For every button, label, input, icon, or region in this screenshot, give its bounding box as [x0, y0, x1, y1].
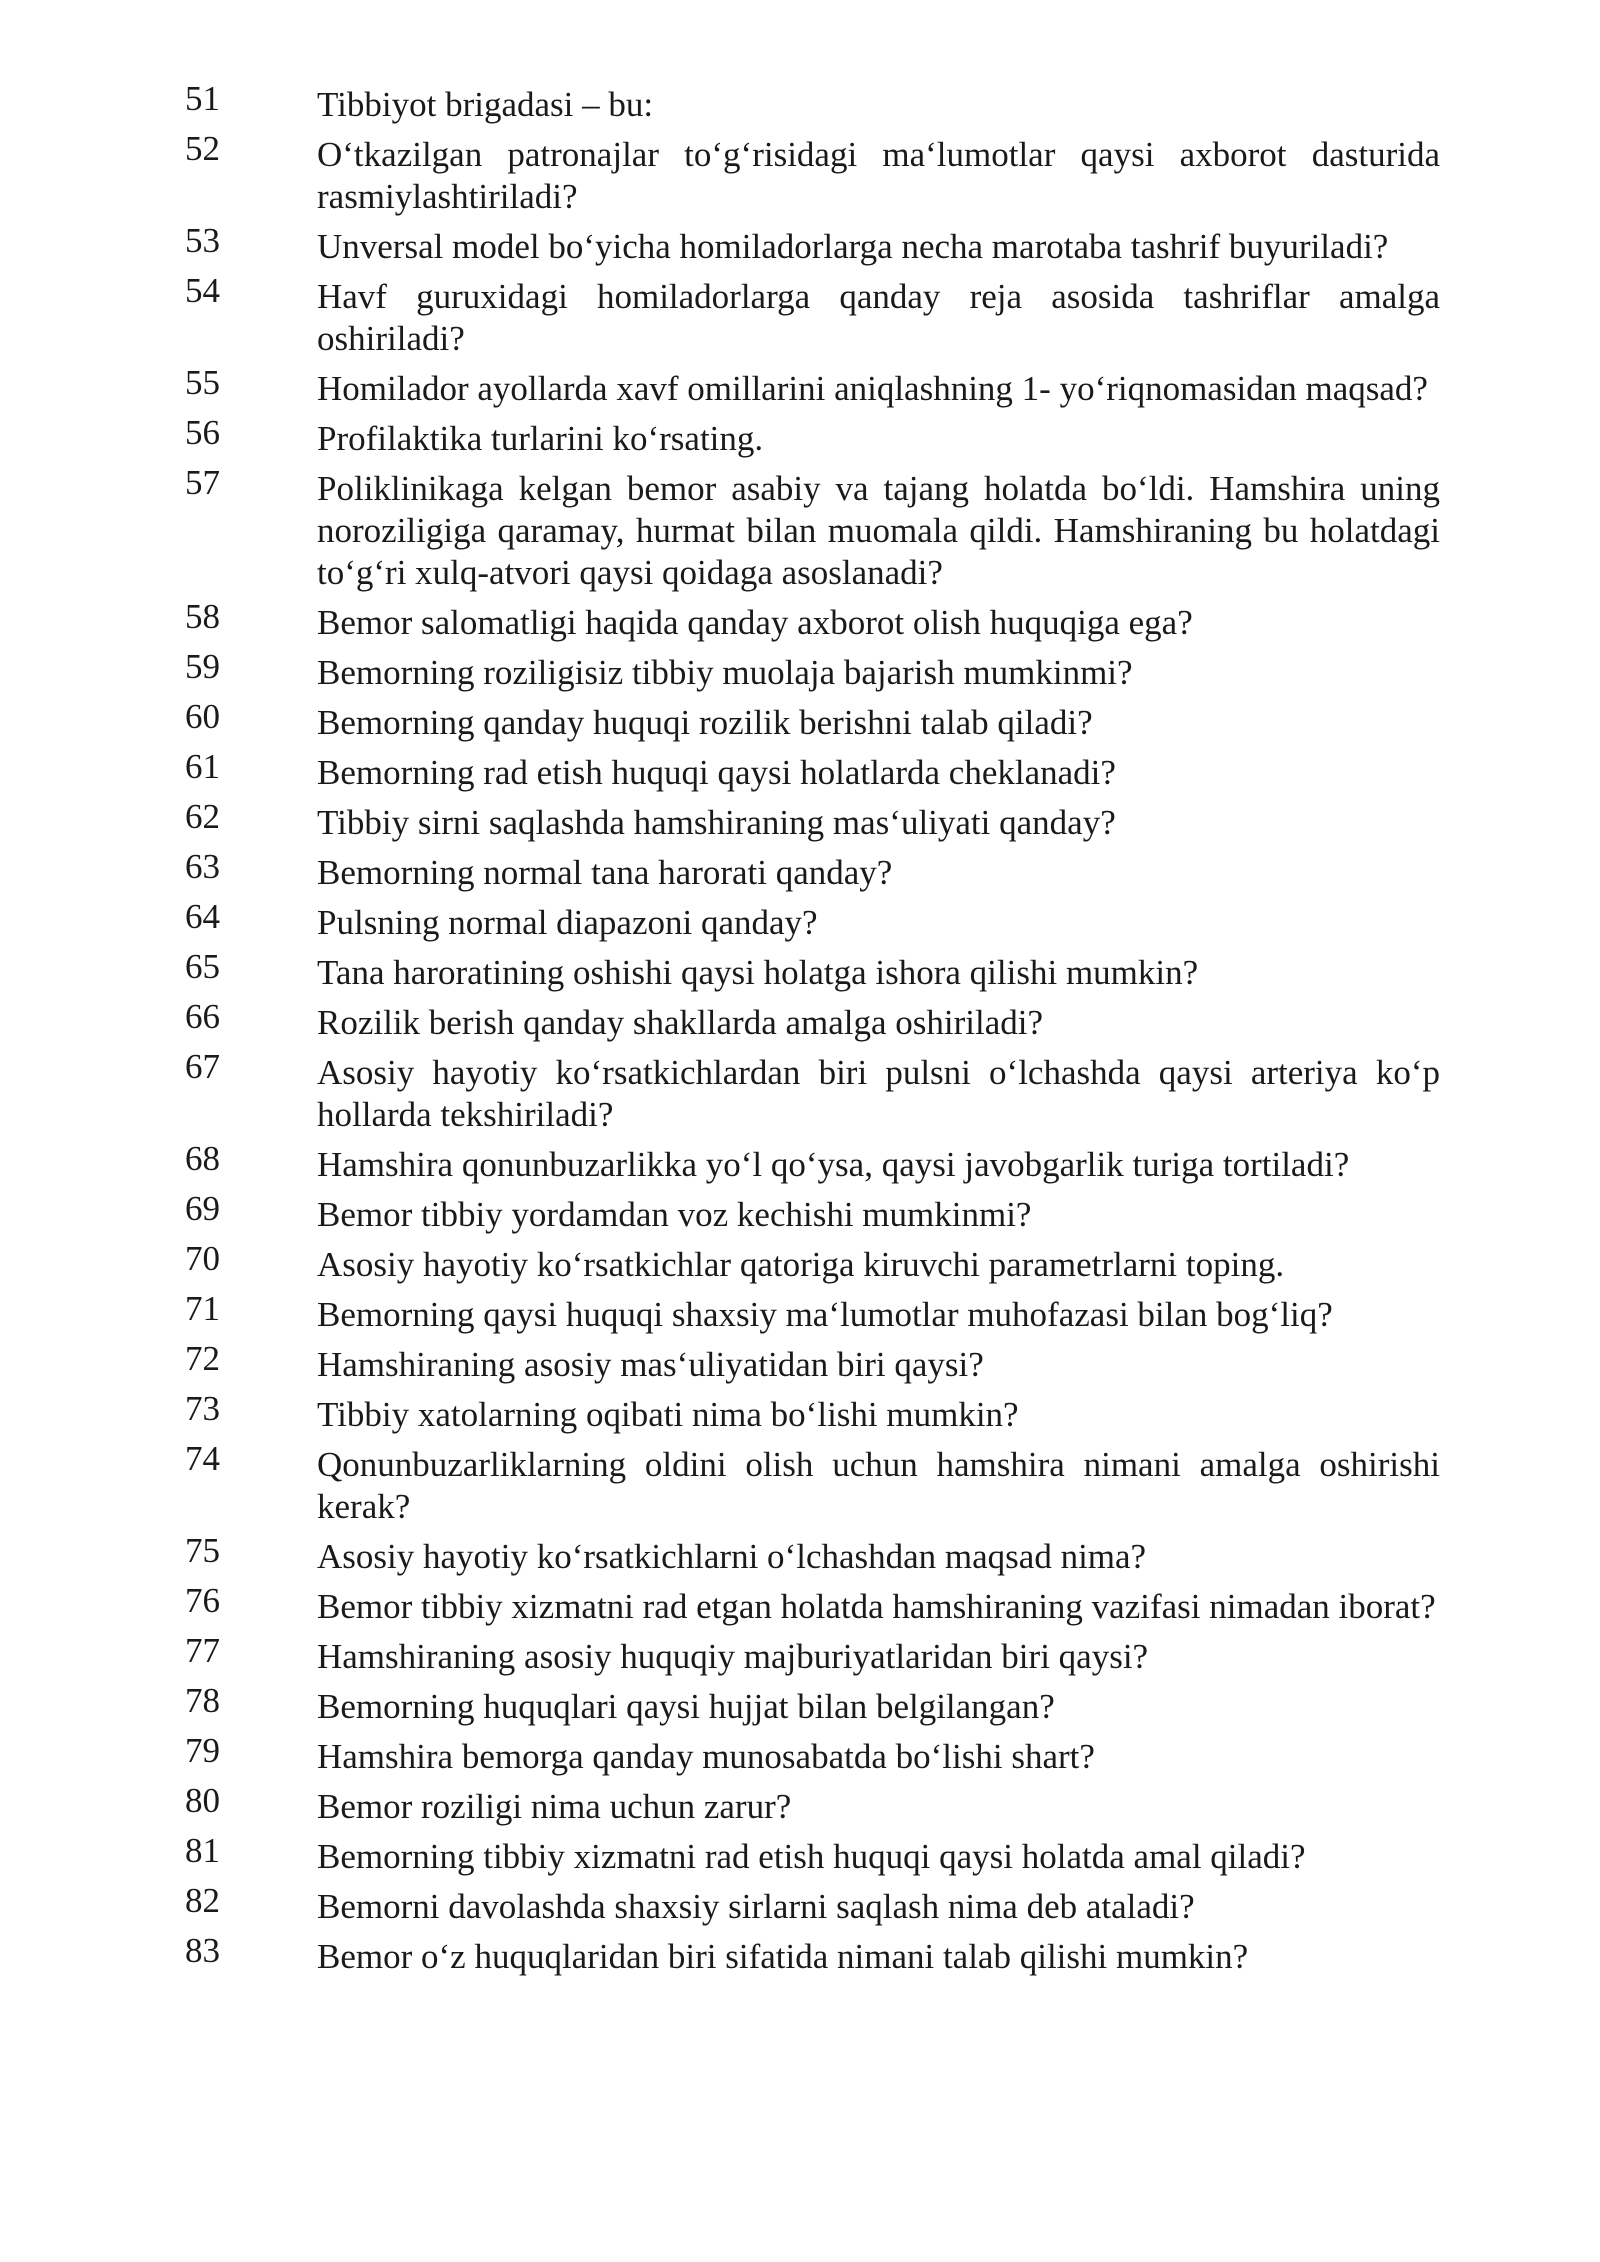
question-number: 57: [185, 463, 220, 502]
question-number: 83: [185, 1931, 220, 1970]
question-number: 56: [185, 413, 220, 452]
question-number: 75: [185, 1531, 220, 1570]
question-item: [185, 413, 1440, 460]
question-text: Unversal model bo‘yicha homiladorlarga necha marotaba tashrif buyuriladi?: [317, 227, 1389, 266]
question-number: 54: [185, 271, 220, 310]
question-number: 74: [185, 1439, 220, 1478]
question-number: 59: [185, 647, 220, 686]
question-text: Asosiy hayotiy ko‘rsatkichlardan biri pulsni o‘lchashda qaysi arteriya ko‘p hollarda tekshiriladi?: [317, 1053, 1440, 1134]
question-number: 81: [185, 1831, 220, 1870]
question-number: 65: [185, 947, 220, 986]
question-item: [185, 597, 1440, 644]
question-number: 73: [185, 1389, 220, 1428]
question-number: 51: [185, 79, 220, 118]
question-text: Hamshiraning asosiy huquqiy majburiyatlaridan biri qaysi?: [317, 1637, 1149, 1676]
question-number: 76: [185, 1581, 220, 1620]
question-text: Profilaktika turlarini ko‘rsating.: [317, 419, 764, 458]
question-text: Hamshira bemorga qanday munosabatda bo‘lishi shart?: [317, 1737, 1095, 1776]
question-text: Bemor tibbiy xizmatni rad etgan holatda hamshiraning vazifasi nimadan iborat?: [317, 1587, 1436, 1626]
question-text: Pulsning normal diapazoni qanday?: [317, 903, 818, 942]
question-number: 82: [185, 1881, 220, 1920]
question-number: 53: [185, 221, 220, 260]
question-item: [185, 1681, 1440, 1728]
question-text: Bemorning qanday huquqi rozilik berishni talab qiladi?: [317, 703, 1093, 742]
question-item: [185, 1139, 1440, 1186]
question-number: 60: [185, 697, 220, 736]
question-item: [185, 1047, 1440, 1136]
question-number: 58: [185, 597, 220, 636]
question-text: O‘tkazilgan patronajlar to‘g‘risidagi ma‘lumotlar qaysi axborot dasturida rasmiylashtiriladi?: [317, 135, 1440, 216]
question-item: [185, 747, 1440, 794]
question-item: [185, 79, 1440, 126]
question-text: Rozilik berish qanday shakllarda amalga oshiriladi?: [317, 1003, 1044, 1042]
question-item: [185, 1389, 1440, 1436]
question-text: Bemor salomatligi haqida qanday axborot olish huquqiga ega?: [317, 603, 1193, 642]
question-item: [185, 363, 1440, 410]
question-item: [185, 947, 1440, 994]
question-item: [185, 1289, 1440, 1336]
question-text: Bemorning qaysi huquqi shaxsiy ma‘lumotlar muhofazasi bilan bog‘liq?: [317, 1295, 1333, 1334]
question-number: 55: [185, 363, 220, 402]
question-item: [185, 129, 1440, 218]
question-number: 79: [185, 1731, 220, 1770]
question-text: Bemor tibbiy yordamdan voz kechishi mumkinmi?: [317, 1195, 1032, 1234]
question-number: 71: [185, 1289, 220, 1328]
question-item: [185, 1239, 1440, 1286]
question-text: Tibbiyot brigadasi – bu:: [317, 85, 654, 124]
question-item: [185, 1881, 1440, 1928]
question-text: Tibbiy xatolarning oqibati nima bo‘lishi mumkin?: [317, 1395, 1019, 1434]
question-text: Bemorning huquqlari qaysi hujjat bilan belgilangan?: [317, 1687, 1055, 1726]
question-item: [185, 1781, 1440, 1828]
question-item: [185, 847, 1440, 894]
question-number: 67: [185, 1047, 220, 1086]
question-item: [185, 1931, 1440, 1978]
question-text: Hamshira qonunbuzarlikka yo‘l qo‘ysa, qaysi javobgarlik turiga tortiladi?: [317, 1145, 1350, 1184]
question-item: [185, 1731, 1440, 1778]
question-item: [185, 1631, 1440, 1678]
question-number: 61: [185, 747, 220, 786]
question-number: 72: [185, 1339, 220, 1378]
question-item: [185, 697, 1440, 744]
question-text: Bemor roziligi nima uchun zarur?: [317, 1787, 792, 1826]
question-item: [185, 1439, 1440, 1528]
question-text: Tibbiy sirni saqlashda hamshiraning mas‘uliyati qanday?: [317, 803, 1116, 842]
question-item: [185, 463, 1440, 594]
question-item: [185, 271, 1440, 360]
question-number: 77: [185, 1631, 220, 1670]
question-item: [185, 997, 1440, 1044]
question-number: 78: [185, 1681, 220, 1720]
question-number: 62: [185, 797, 220, 836]
question-text: Tana haroratining oshishi qaysi holatga ishora qilishi mumkin?: [317, 953, 1199, 992]
question-text: Bemorning normal tana harorati qanday?: [317, 853, 893, 892]
question-text: Bemorni davolashda shaxsiy sirlarni saqlash nima deb ataladi?: [317, 1887, 1195, 1926]
question-text: Bemorning tibbiy xizmatni rad etish huquqi qaysi holatda amal qiladi?: [317, 1837, 1306, 1876]
question-text: Bemorning rad etish huquqi qaysi holatlarda cheklanadi?: [317, 753, 1116, 792]
question-text: Homilador ayollarda xavf omillarini aniqlashning 1- yo‘riqnomasidan maqsad?: [317, 369, 1428, 408]
question-text: Asosiy hayotiy ko‘rsatkichlarni o‘lchashdan maqsad nima?: [317, 1537, 1147, 1576]
question-text: Poliklinikaga kelgan bemor asabiy va tajang holatda bo‘ldi. Hamshira uning noroziligiga qaramay, hurmat bilan muomala qildi. Hamshiraning bu holatdagi to‘g‘ri xulq-atvori qaysi qoidaga asoslanadi?: [317, 469, 1440, 592]
question-number: 63: [185, 847, 220, 886]
question-item: [185, 797, 1440, 844]
question-number: 64: [185, 897, 220, 936]
question-list: [185, 79, 1440, 1986]
question-text: Havf guruxidagi homiladorlarga qanday reja asosida tashriflar amalga oshiriladi?: [317, 277, 1440, 358]
question-number: 66: [185, 997, 220, 1036]
question-text: Asosiy hayotiy ko‘rsatkichlar qatoriga kiruvchi parametrlarni toping.: [317, 1245, 1285, 1284]
question-number: 68: [185, 1139, 220, 1178]
question-item: [185, 1339, 1440, 1386]
question-number: 80: [185, 1781, 220, 1820]
question-text: Qonunbuzarliklarning oldini olish uchun hamshira nimani amalga oshirishi kerak?: [317, 1445, 1440, 1526]
question-text: Hamshiraning asosiy mas‘uliyatidan biri qaysi?: [317, 1345, 984, 1384]
question-item: [185, 897, 1440, 944]
question-number: 69: [185, 1189, 220, 1228]
question-number: 52: [185, 129, 220, 168]
question-item: [185, 221, 1440, 268]
question-item: [185, 1831, 1440, 1878]
question-item: [185, 1581, 1440, 1628]
question-item: [185, 1531, 1440, 1578]
question-item: [185, 1189, 1440, 1236]
question-text: Bemor o‘z huquqlaridan biri sifatida nimani talab qilishi mumkin?: [317, 1937, 1249, 1976]
question-text: Bemorning roziligisiz tibbiy muolaja bajarish mumkinmi?: [317, 653, 1133, 692]
question-item: [185, 647, 1440, 694]
question-number: 70: [185, 1239, 220, 1278]
